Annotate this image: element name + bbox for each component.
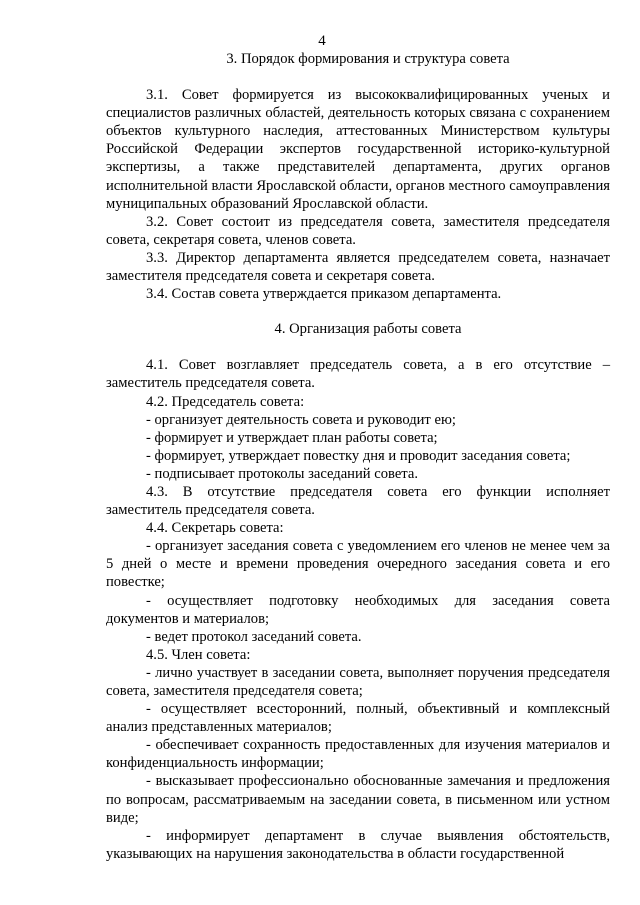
- section-4-heading: 4. Организация работы совета: [274, 321, 462, 338]
- list-item-chair-agenda: - формирует, утверждает повестку дня и проводит заседания совета;: [146, 447, 571, 464]
- paragraph-3-4: 3.4. Состав совета утверждается приказом департамента.: [146, 286, 502, 303]
- paragraph-3-3: 3.3. Директор департамента является председателем совета, назначает заместителя председателя совета и секретаря совета.: [106, 249, 610, 285]
- paragraph-4-2: 4.2. Председатель совета:: [146, 393, 305, 410]
- paragraph-4-5: 4.5. Член совета:: [146, 646, 251, 663]
- list-item-member-informs: - информирует департамент в случае выявления обстоятельств, указывающих на нарушения законодательства в области государственной: [106, 827, 610, 862]
- list-item-secretary-minutes: - ведет протокол заседаний совета.: [146, 628, 362, 645]
- list-item-secretary-meetings: - организует заседания совета с уведомлением его членов не менее чем за 5 дней о месте и времени проведения очередного заседания совета и его повестке;: [106, 538, 610, 591]
- paragraph-4-4: 4.4. Секретарь совета:: [146, 520, 284, 537]
- list-item-member-confidentiality: - обеспечивает сохранность предоставленных для изучения материалов и конфиденциальность информации;: [106, 737, 610, 772]
- paragraph-4-3: 4.3. В отсутствие председателя совета его функции исполняет заместитель председателя совета.: [106, 483, 610, 519]
- list-item-chair-signs: - подписывает протоколы заседаний совета.: [146, 465, 418, 482]
- paragraph-3-2: 3.2. Совет состоит из председателя совета, заместителя председателя совета, секретаря совета, членов совета.: [106, 213, 610, 248]
- list-item-member-participates: - лично участвует в заседании совета, выполняет поручения председателя совета, заместителя председателя совета;: [106, 664, 610, 699]
- section-3-heading: 3. Порядок формирования и структура совета: [226, 51, 510, 67]
- list-item-chair-organizes: - организует деятельность совета и руководит ею;: [146, 411, 456, 428]
- list-item-chair-plan: - формирует и утверждает план работы совета;: [146, 429, 438, 446]
- list-item-member-remarks: - высказывает профессионально обоснованные замечания и предложения по вопросам, рассматриваемым на заседании совета, в письменном или устном виде;: [106, 773, 610, 826]
- list-item-secretary-documents: - осуществляет подготовку необходимых для заседания совета документов и материалов;: [106, 592, 610, 627]
- page-number: 4: [318, 33, 326, 49]
- paragraph-3-1: 3.1. Совет формируется из высококвалифицированных ученых и специалистов различных областей, деятельность которых связана с сохранением объектов культурного наследия, аттестованных Министерством культуры Российской Федерации экспертов государственной историко-культурной экспертизы, а также представителей департамента, других органов исполнительной власти Ярославской области, органов местного самоуправления муниципальных образований Ярославской области.: [106, 87, 610, 212]
- list-item-member-analysis: - осуществляет всесторонний, полный, объективный и комплексный анализ представленных материалов;: [106, 701, 610, 736]
- page-content: [106, 50, 610, 863]
- paragraph-4-1: 4.1. Совет возглавляет председатель совета, а в его отсутствие – заместитель председателя совета.: [106, 357, 610, 392]
